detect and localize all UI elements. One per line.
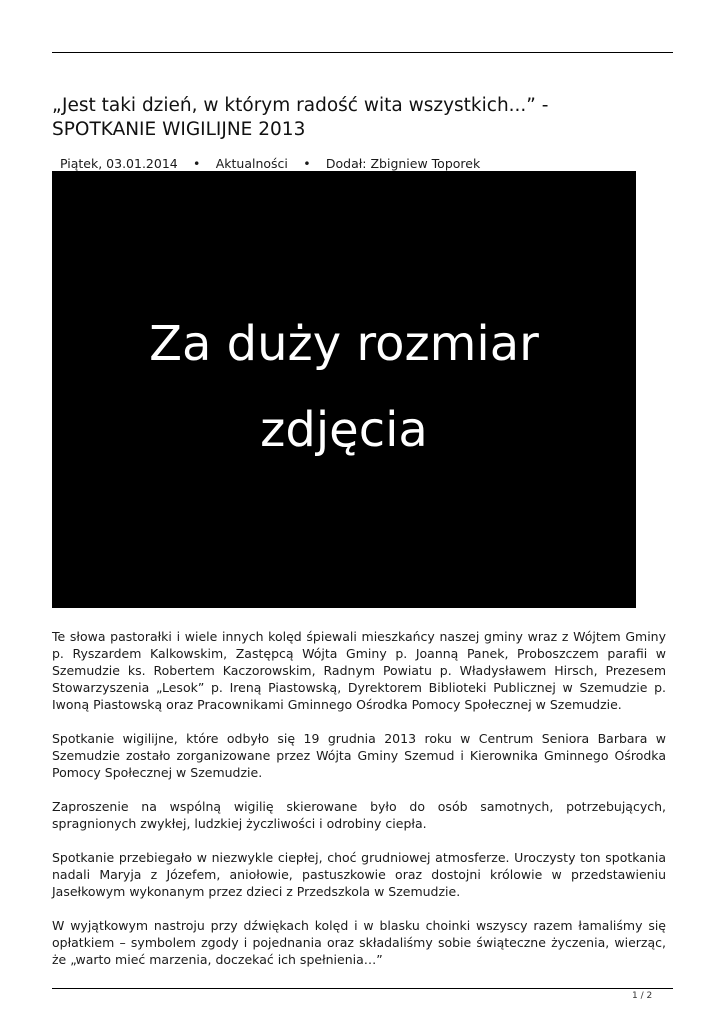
article-paragraph: Spotkanie wigilijne, które odbyło się 19 grudnia 2013 roku w Centrum Seniora Barbara w Szemudzie zostało zorganizowane przez Wójta Gminy Szemud i Kierownika Gminnego Ośrodka Pomocy Społecznej w Szemudzie. [52,731,666,780]
meta-separator: • [303,156,311,171]
image-too-large-notice: Za duży rozmiar zdjęcia [149,316,539,458]
article-paragraph: Zaproszenie na wspólną wigilię skierowane było do osób samotnych, potrzebujących, spragnionych zwykłej, ludzkiej życzliwości i odrobiny ciepła. [52,799,666,831]
article-image [52,171,636,608]
meta-separator: • [193,156,201,171]
article-paragraph: Spotkanie przebiegało w niezwykle ciepłej, choć grudniowej atmosferze. Uroczysty ton spotkania nadali Maryja z Józefem, aniołowie, pastuszkowie oraz dostojni królowie w przedstawieniu Jasełkowym wykonanym przez dzieci z Przedszkola w Szemudzie. [52,850,666,899]
article-paragraph: Te słowa pastorałki i wiele innych kolęd śpiewali mieszkańcy naszej gminy wraz z Wójtem Gminy p. Ryszardem Kalkowskim, Zastępcą Wójta Gminy p. Joanną Panek, Proboszczem parafii w Szemudzie ks. Robertem Kaczorowskim, Radnym Powiatu p. Władysławem Hirsch, Prezesem Stowarzyszenia „Lesok” p. Ireną Piastowską, Dyrektorem Biblioteki Publicznej w Szemudzie p. Iwoną Piastowską oraz Pracownikami Gminnego Ośrodka Pomocy Społecznej w Szemudzie. [52,629,666,712]
page-number: 1 / 2 [632,991,653,1001]
footer-rule [52,988,673,989]
article-paragraph: W wyjątkowym nastroju przy dźwiękach kolęd i w blasku choinki wszyscy razem łamaliśmy się opłatkiem – symbolem zgody i pojednania oraz składaliśmy sobie świąteczne życzenia, wierząc, że „warto mieć marzenia, doczekać ich spełnienia…” [52,918,666,967]
post-date: Piątek, 03.01.2014 [60,156,178,171]
post-category: Aktualności [215,156,288,171]
header-rule [52,52,673,53]
article-meta [60,156,480,172]
article-title: „Jest taki dzień, w którym radość wita wszystkich...” - SPOTKANIE WIGILIJNE 2013 [52,95,549,140]
article-body [52,628,666,985]
post-author: Dodał: Zbigniew Toporek [325,156,481,171]
